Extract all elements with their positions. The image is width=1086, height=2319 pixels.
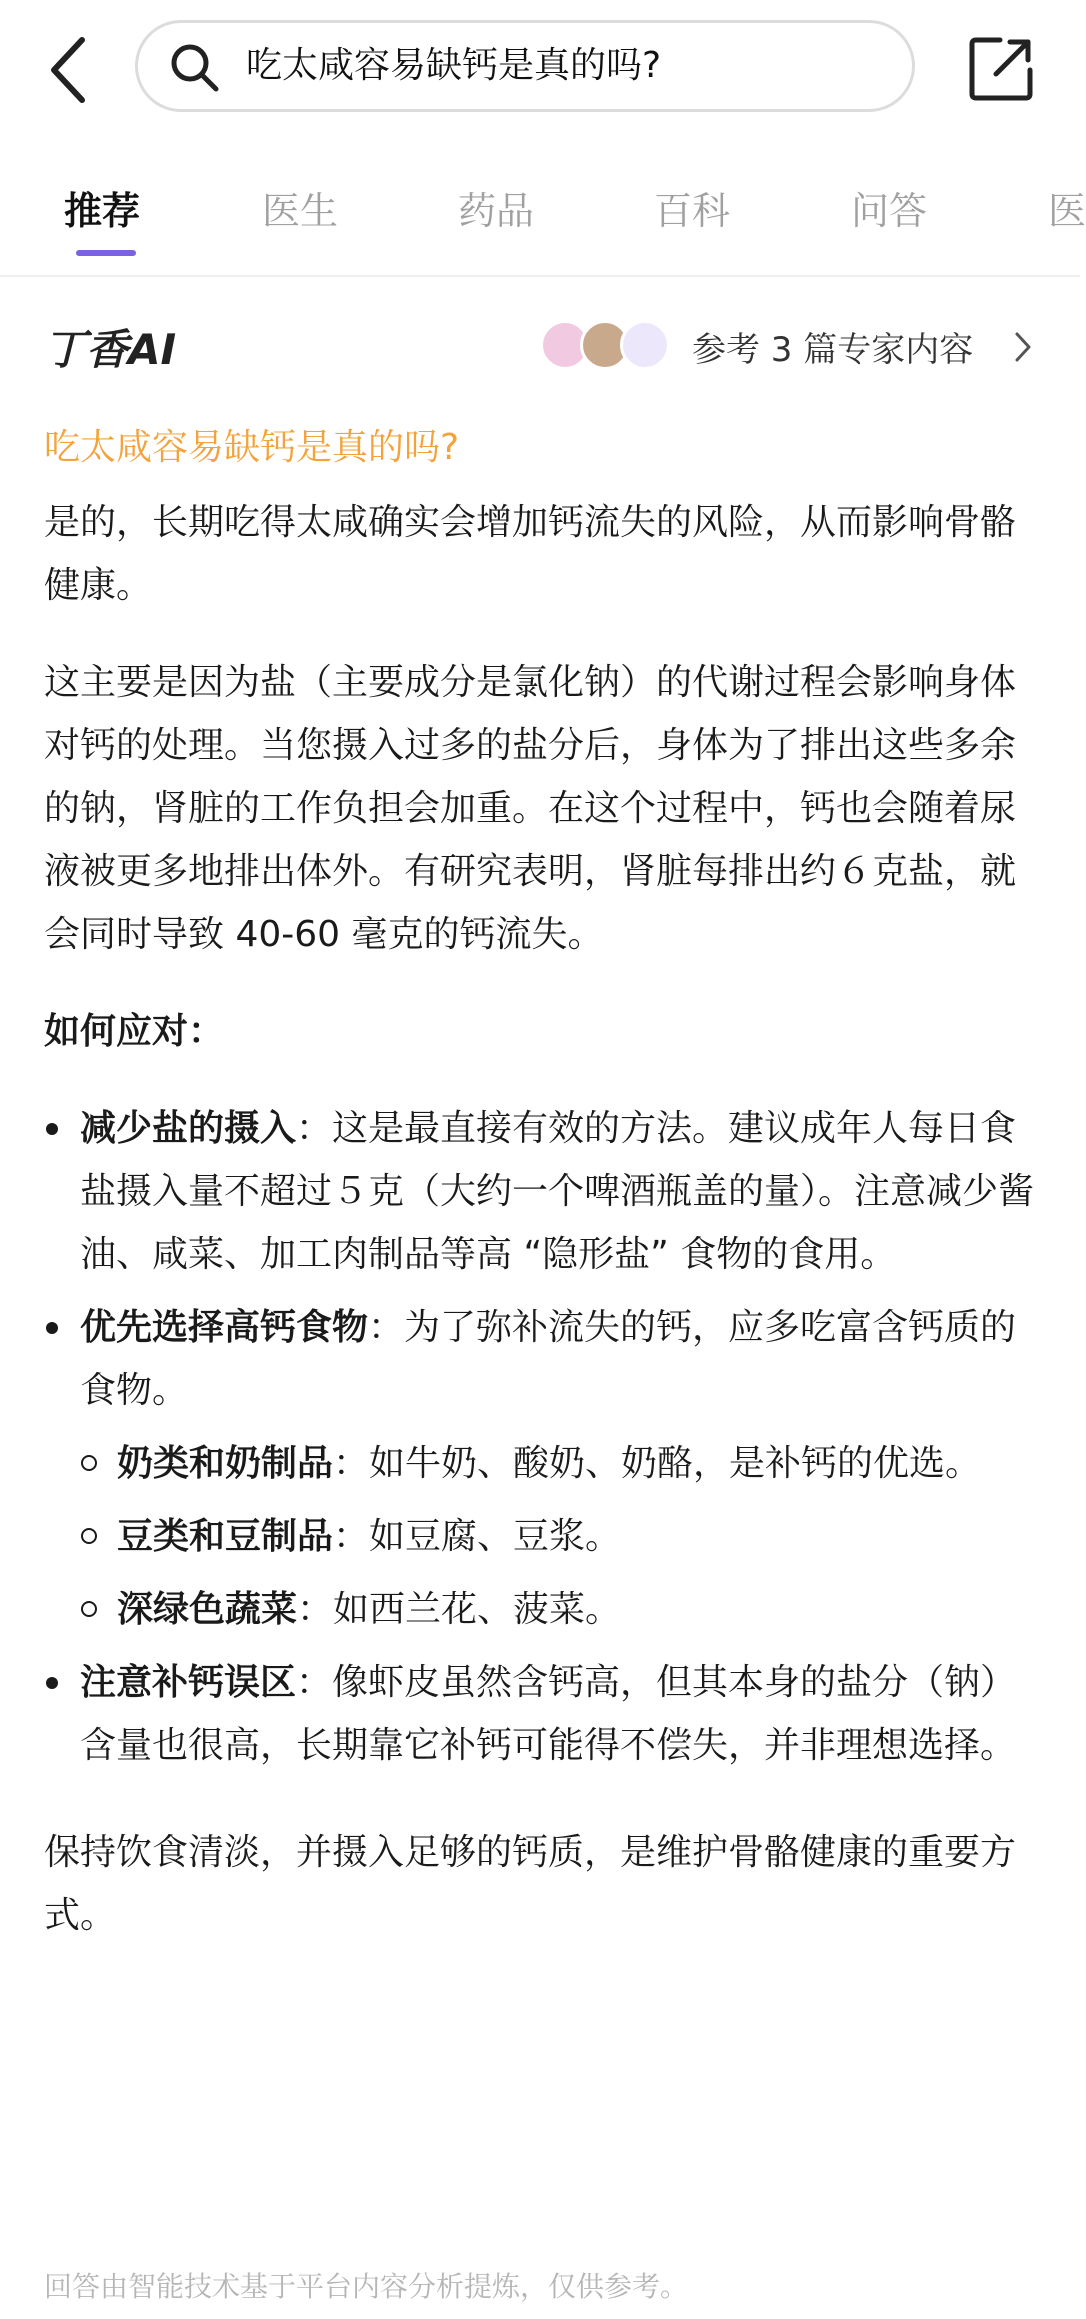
- answer-paragraph: 是的，长期吃得太咸确实会增加钙流失的风险，从而影响骨骼健康。: [44, 502, 1017, 606]
- sub-list-item: [44, 1432, 1034, 1495]
- list-item: [44, 1097, 1034, 1286]
- conclusion-paragraph: 保持饮食清淡，并摄入足够的钙质，是维护骨骼健康的重要方式。: [44, 1832, 1017, 1936]
- divider: [0, 275, 1080, 277]
- advice-list: [44, 1097, 1034, 1777]
- sub-list-item: [44, 1505, 1034, 1568]
- section-heading: 如何应对：: [44, 1011, 225, 1052]
- list-item-title: 奶类和奶制品: [117, 1443, 334, 1484]
- svg-text:丁香AI: 丁香AI: [44, 325, 177, 374]
- list-item-title: 减少盐的摄入: [80, 1108, 297, 1149]
- search-icon: [168, 41, 222, 95]
- list-item-title: 豆类和豆制品: [117, 1516, 334, 1557]
- list-item-title: 注意补钙误区: [80, 1662, 297, 1703]
- sub-list-item: [44, 1578, 1034, 1641]
- list-item-title: 优先选择高钙食物: [80, 1307, 369, 1348]
- tab-qa[interactable]: 问答: [851, 189, 928, 233]
- list-item-text: ：如牛奶、酸奶、奶酪，是补钙的优选。: [333, 1443, 982, 1484]
- list-item-text: ：如西兰花、菠菜。: [297, 1589, 622, 1630]
- tab-bar: [0, 160, 1086, 260]
- disclaimer: 回答由智能技术基于平台内容分析提炼，仅供参考。: [44, 2270, 689, 2303]
- list-item-title: 深绿色蔬菜: [117, 1589, 298, 1630]
- tab-recommend[interactable]: 推荐: [64, 189, 141, 233]
- list-item: [44, 1296, 1034, 1422]
- active-tab-indicator: [76, 250, 136, 256]
- references-link[interactable]: [540, 316, 1040, 380]
- answer-paragraph: 这主要是因为盐（主要成分是氯化钠）的代谢过程会影响身体对钙的处理。当您摄入过多的盐分后，身体为了排出这些多余的钠，肾脏的工作负担会加重。在这个过程中，钙也会随着尿液被更多地排出体外。有研究表明，肾脏每排出约６克盐，就会同时导致 40-60 毫克的钙流失。: [44, 662, 1017, 955]
- expert-avatar: [620, 320, 670, 370]
- list-item-text: ：像虾皮虽然含钙高，但其本身的盐分（钠）含量也很高，长期靠它补钙可能得不偿失，并非理想选择。: [80, 1662, 1017, 1766]
- search-box[interactable]: [135, 20, 915, 112]
- brand-logo: [44, 318, 224, 374]
- tab-encyclopedia[interactable]: 百科: [654, 189, 731, 233]
- list-item: [44, 1651, 1034, 1777]
- back-arrow-icon[interactable]: [40, 30, 100, 110]
- list-item-text: ：如豆腐、豆浆。: [333, 1516, 622, 1557]
- list-item-text: ：为了弥补流失的钙，应多吃富含钙质的食物。: [80, 1307, 1017, 1411]
- tab-more[interactable]: 医: [1048, 189, 1086, 233]
- search-query: 吃太咸容易缺钙是真的吗?: [246, 45, 662, 86]
- top-bar: [0, 0, 1080, 140]
- tab-doctor[interactable]: 医生: [262, 189, 339, 233]
- tab-medicine[interactable]: 药品: [458, 189, 535, 233]
- chevron-right-icon: [1012, 330, 1034, 364]
- references-label: 参考 3 篇专家内容: [692, 330, 974, 370]
- answer-content: [44, 415, 1034, 1947]
- list-item-text: ：这是最直接有效的方法。建议成年人每日食盐摄入量不超过５克（大约一个啤酒瓶盖的量）。注意减少酱油、咸菜、加工肉制品等高 “隐形盐” 食物的食用。: [80, 1108, 1035, 1275]
- share-icon[interactable]: [966, 34, 1036, 104]
- question-title: 吃太咸容易缺钙是真的吗?: [44, 427, 460, 468]
